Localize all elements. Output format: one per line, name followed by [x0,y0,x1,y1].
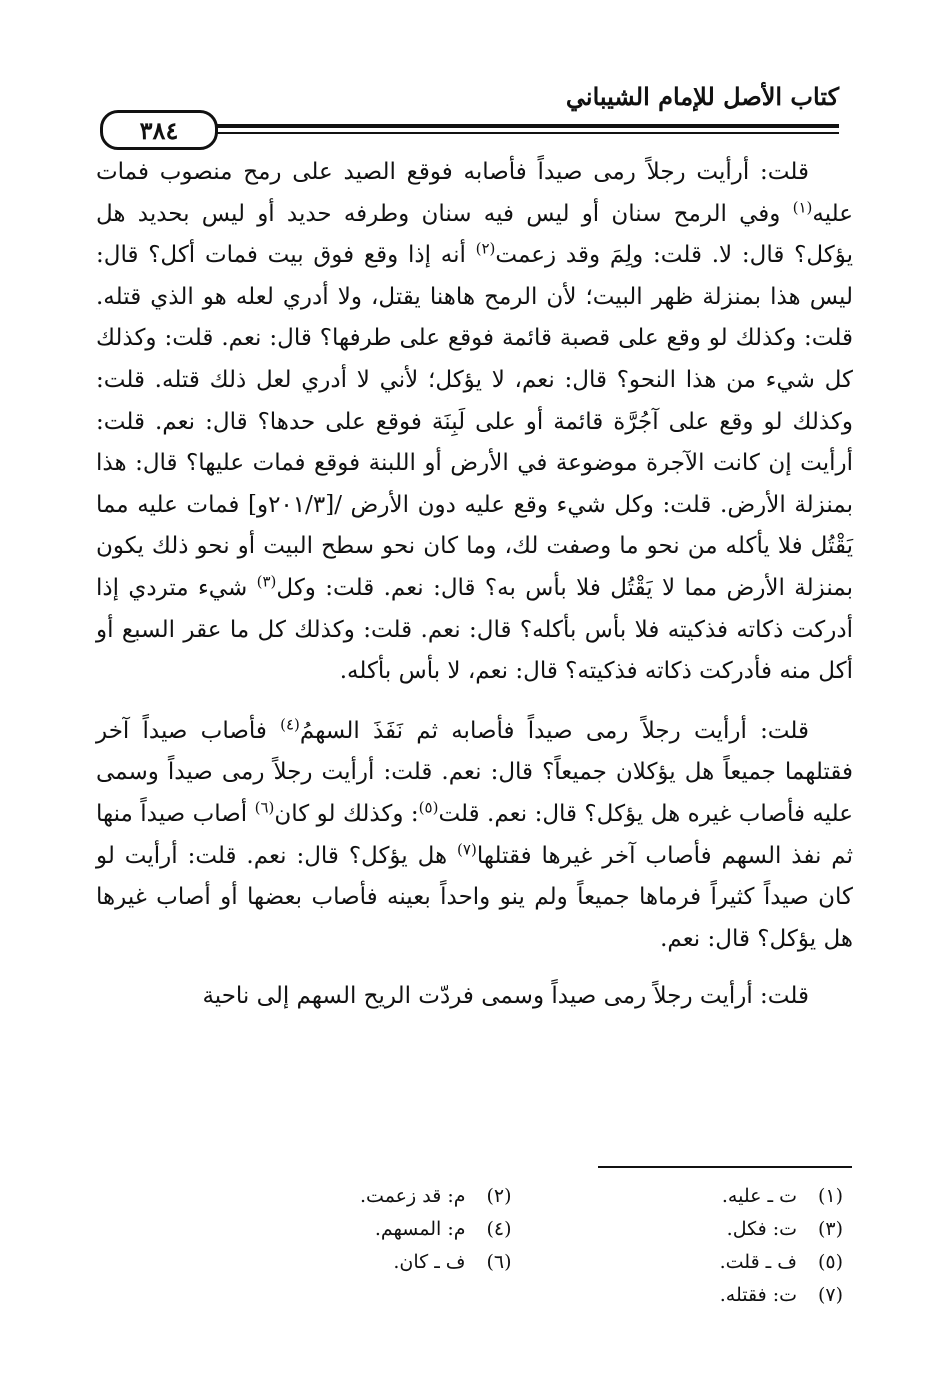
footnote-ref-2: (٢) [475,239,496,258]
footnote-number: (٥) [817,1251,843,1273]
paragraph-gap [96,960,853,976]
paragraph-2-text-5: هل يؤكل؟ قال: نعم. قلت: أرأيت لو كان صيداً كثيراً فرماها جميعاً ولم ينو واحداً بعينه فأصاب بعضها أو أصاب غيرها هل يؤكل؟ قال: نعم. [96,842,853,952]
page-number: ٣٨٤ [139,115,179,145]
footnote-4 [200,1213,512,1246]
footnote-ref-4: (٤) [280,715,300,734]
header-rule-thin [150,132,839,134]
paragraph-1-text-3: أنه إذا وقع فوق بيت فمات أكل؟ قال: ليس هذا بمنزلة ظهر البيت؛ لأن الرمح هاهنا يقتل، ولا أدري لعله هو الذي قتله. قلت: وكذلك لو وقع على قصبة قائمة فوقع على طرفها؟ قال: نعم. قلت: وكذلك كل شيء من هذا النحو؟ قال: نعم، لا يؤكل؛ لأني لا أدري لعل ذلك قتله. قلت: وكذلك لو وقع على آجُرَّة قائمة أو على لَبِنَة فوقع على حدها؟ قال: نعم. قلت: أرأيت إن كانت الآجرة موضوعة في الأرض أو اللبنة فوقع فمات عليها؟ قال: هذا بمنزلة الأرض. قلت: وكل شيء وقع عليه دون الأرض /[٢٠١/٣و] فمات عليه مما يَقْتُل فلا يأكله من نحو ما وصفت لك، وما كان نحو سطح البيت أو نحو ذلك يكون بمنزلة الأرض مما لا يَقْتُل فلا بأس به؟ قال: نعم. قلت: وكل [96,242,853,601]
paragraph-2-text-2: فأصاب صيداً آخر فقتلهما جميعاً هل يؤكلان جميعاً؟ قال: نعم. قلت: أرأيت رجلاً رمى صيداً وسمى عليه فأصاب غيره هل يؤكل؟ قال: نعم. قلت [96,717,853,827]
footnote-ref-1: (١) [792,197,813,216]
footnote-text: ف ـ كان. [393,1251,466,1273]
paragraph-2-text-3: : وكذلك لو كان [274,800,419,827]
footnote-1 [532,1180,844,1213]
footnote-number: (١) [817,1185,843,1207]
footnote-number: (٤) [486,1218,512,1240]
paragraph-2-text-4: أصاب صيداً منها ثم نفذ السهم فأصاب آخر غيرها فقتلها [96,800,853,869]
running-title: كتاب الأصل للإمام الشيباني [565,82,839,111]
paragraph-2 [96,711,853,961]
main-text [96,152,853,1018]
paragraph-3-text: قلت: أرأيت رجلاً رمى صيداً وسمى فردّت الريح السهم إلى ناحية [202,983,809,1010]
footnote-number: (٦) [486,1251,512,1273]
footnotes [200,1180,843,1312]
footnote-3 [532,1213,844,1246]
paragraph-3 [96,976,853,1018]
footnote-text: م: المسهم. [374,1218,466,1240]
footnote-text: م: قد زعمت. [360,1185,466,1207]
footnote-ref-5: (٥) [418,798,439,817]
paragraph-1 [96,152,853,693]
footnote-text: ت: فكل. [726,1218,797,1240]
footnote-5 [532,1246,844,1279]
paragraph-1-text-4: شيء متردي إذا أدركت ذكاته فذكيته فلا بأس بأكله؟ قال: نعم. قلت: وكذلك كل ما عقر السبع أو أكل منه فأدركت ذكاته فذكيته؟ قال: نعم، لا بأس بأكله. [96,574,853,685]
header-rule-thick [150,124,839,128]
footnote-text: ت: فقتله. [719,1284,797,1306]
footnote-number: (٢) [486,1185,512,1207]
footnote-7 [532,1279,844,1312]
footnote-text: ف ـ قلت. [719,1251,797,1273]
paragraph-1-text-1: قلت: أرأيت رجلاً رمى صيداً فأصابه فوقع الصيد على رمح منصوب فمات عليه [96,159,853,227]
footnote-number: (٣) [817,1218,843,1240]
paragraph-gap [96,693,853,711]
page-number-badge [100,110,218,150]
footnote-separator [598,1166,852,1168]
paragraph-1-text-2: وفي الرمح سنان أو ليس فيه سنان وطرفه حديد أو ليس بحديد هل يؤكل؟ قال: لا. قلت: ولِمَ وقد زعمت [96,200,853,269]
footnote-text: ت ـ عليه. [721,1185,797,1207]
paragraph-2-text-1: قلت: أرأيت رجلاً رمى صيداً فأصابه ثم نَفَذَ السهمُ [299,717,810,744]
footnote-number: (٧) [817,1284,843,1306]
footnote-ref-6: (٦) [254,798,275,817]
footnote-ref-3: (٣) [256,572,277,591]
footnote-6 [200,1246,512,1279]
footnote-ref-7: (٧) [457,839,477,858]
footnote-2 [200,1180,512,1213]
